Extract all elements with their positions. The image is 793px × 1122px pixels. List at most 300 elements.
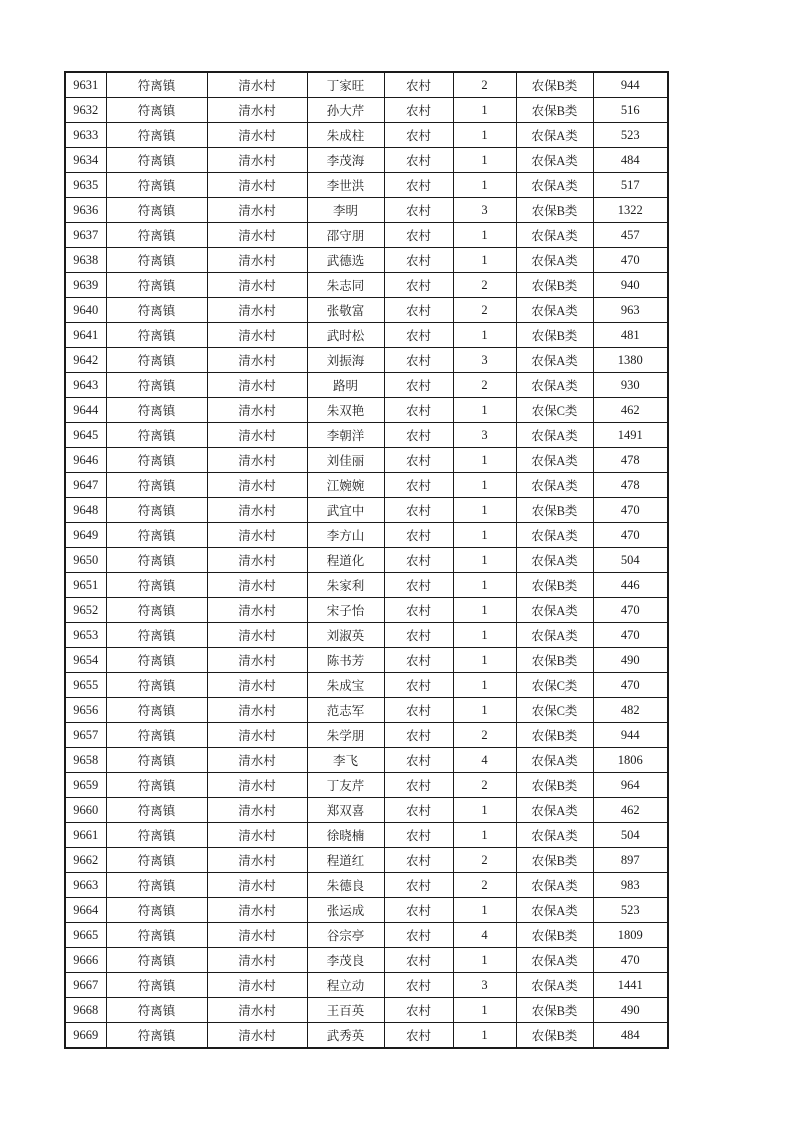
- cell-insurance-category: 农保B类: [516, 323, 593, 348]
- cell-insurance-category: 农保A类: [516, 898, 593, 923]
- table-row: [65, 798, 668, 823]
- cell-village: 清水村: [207, 748, 307, 773]
- cell-residence-type: 农村: [384, 423, 453, 448]
- cell-town: 符离镇: [106, 498, 207, 523]
- cell-insurance-category: 农保A类: [516, 823, 593, 848]
- cell-amount: 523: [593, 123, 668, 148]
- cell-residence-type: 农村: [384, 623, 453, 648]
- cell-serial-number: 9642: [65, 348, 106, 373]
- cell-amount: 462: [593, 798, 668, 823]
- cell-person-count: 1: [453, 1023, 516, 1049]
- cell-person-count: 1: [453, 698, 516, 723]
- cell-village: 清水村: [207, 398, 307, 423]
- cell-amount: 944: [593, 723, 668, 748]
- cell-residence-type: 农村: [384, 148, 453, 173]
- cell-town: 符离镇: [106, 648, 207, 673]
- cell-serial-number: 9656: [65, 698, 106, 723]
- cell-village: 清水村: [207, 473, 307, 498]
- cell-residence-type: 农村: [384, 523, 453, 548]
- cell-amount: 470: [593, 498, 668, 523]
- cell-village: 清水村: [207, 323, 307, 348]
- cell-residence-type: 农村: [384, 998, 453, 1023]
- cell-insurance-category: 农保B类: [516, 923, 593, 948]
- cell-residence-type: 农村: [384, 173, 453, 198]
- cell-person-name: 谷宗亭: [307, 923, 384, 948]
- cell-person-count: 1: [453, 798, 516, 823]
- cell-residence-type: 农村: [384, 223, 453, 248]
- cell-person-name: 宋子怡: [307, 598, 384, 623]
- cell-town: 符离镇: [106, 548, 207, 573]
- table-row: [65, 698, 668, 723]
- cell-serial-number: 9668: [65, 998, 106, 1023]
- cell-town: 符离镇: [106, 623, 207, 648]
- cell-person-name: 朱成柱: [307, 123, 384, 148]
- cell-person-name: 邵守朋: [307, 223, 384, 248]
- cell-person-name: 程立动: [307, 973, 384, 998]
- table-row: [65, 848, 668, 873]
- cell-town: 符离镇: [106, 748, 207, 773]
- cell-serial-number: 9639: [65, 273, 106, 298]
- table-row: [65, 373, 668, 398]
- cell-serial-number: 9650: [65, 548, 106, 573]
- cell-insurance-category: 农保C类: [516, 398, 593, 423]
- cell-town: 符离镇: [106, 123, 207, 148]
- cell-person-count: 1: [453, 523, 516, 548]
- cell-amount: 470: [593, 523, 668, 548]
- table-row: [65, 648, 668, 673]
- table-row: [65, 198, 668, 223]
- cell-person-count: 1: [453, 548, 516, 573]
- cell-town: 符离镇: [106, 248, 207, 273]
- cell-amount: 1809: [593, 923, 668, 948]
- cell-amount: 482: [593, 698, 668, 723]
- table-row: [65, 72, 668, 98]
- cell-serial-number: 9636: [65, 198, 106, 223]
- cell-town: 符离镇: [106, 273, 207, 298]
- cell-town: 符离镇: [106, 348, 207, 373]
- cell-amount: 481: [593, 323, 668, 348]
- cell-person-name: 朱成宝: [307, 673, 384, 698]
- cell-serial-number: 9635: [65, 173, 106, 198]
- cell-amount: 963: [593, 298, 668, 323]
- table-row: [65, 298, 668, 323]
- cell-village: 清水村: [207, 798, 307, 823]
- cell-person-count: 1: [453, 148, 516, 173]
- cell-person-name: 张运成: [307, 898, 384, 923]
- cell-village: 清水村: [207, 598, 307, 623]
- cell-person-name: 李茂海: [307, 148, 384, 173]
- cell-person-count: 1: [453, 248, 516, 273]
- cell-serial-number: 9649: [65, 523, 106, 548]
- cell-insurance-category: 农保A类: [516, 348, 593, 373]
- cell-town: 符离镇: [106, 598, 207, 623]
- table-row: [65, 823, 668, 848]
- cell-person-name: 程道红: [307, 848, 384, 873]
- cell-residence-type: 农村: [384, 923, 453, 948]
- cell-amount: 457: [593, 223, 668, 248]
- cell-person-count: 1: [453, 498, 516, 523]
- cell-person-count: 3: [453, 973, 516, 998]
- cell-insurance-category: 农保A类: [516, 623, 593, 648]
- cell-village: 清水村: [207, 248, 307, 273]
- cell-person-name: 朱家利: [307, 573, 384, 598]
- cell-person-name: 朱双艳: [307, 398, 384, 423]
- cell-person-name: 丁友芹: [307, 773, 384, 798]
- cell-residence-type: 农村: [384, 748, 453, 773]
- cell-insurance-category: 农保A类: [516, 798, 593, 823]
- cell-person-name: 王百英: [307, 998, 384, 1023]
- roster-table: [64, 71, 669, 1049]
- cell-serial-number: 9646: [65, 448, 106, 473]
- table-row: [65, 173, 668, 198]
- cell-amount: 940: [593, 273, 668, 298]
- cell-serial-number: 9666: [65, 948, 106, 973]
- cell-town: 符离镇: [106, 323, 207, 348]
- cell-person-name: 李茂良: [307, 948, 384, 973]
- cell-village: 清水村: [207, 623, 307, 648]
- cell-person-name: 武德选: [307, 248, 384, 273]
- cell-town: 符离镇: [106, 973, 207, 998]
- cell-amount: 516: [593, 98, 668, 123]
- cell-town: 符离镇: [106, 72, 207, 98]
- cell-insurance-category: 农保A类: [516, 948, 593, 973]
- cell-village: 清水村: [207, 498, 307, 523]
- cell-residence-type: 农村: [384, 398, 453, 423]
- cell-village: 清水村: [207, 998, 307, 1023]
- cell-person-count: 1: [453, 898, 516, 923]
- cell-residence-type: 农村: [384, 123, 453, 148]
- cell-insurance-category: 农保B类: [516, 848, 593, 873]
- cell-person-count: 1: [453, 123, 516, 148]
- cell-village: 清水村: [207, 148, 307, 173]
- cell-insurance-category: 农保A类: [516, 548, 593, 573]
- cell-amount: 504: [593, 823, 668, 848]
- cell-town: 符离镇: [106, 848, 207, 873]
- cell-residence-type: 农村: [384, 873, 453, 898]
- cell-town: 符离镇: [106, 523, 207, 548]
- roster-table-body: [65, 72, 668, 1048]
- cell-person-name: 朱志同: [307, 273, 384, 298]
- table-row: [65, 123, 668, 148]
- cell-residence-type: 农村: [384, 373, 453, 398]
- cell-village: 清水村: [207, 573, 307, 598]
- cell-serial-number: 9651: [65, 573, 106, 598]
- cell-town: 符离镇: [106, 448, 207, 473]
- cell-serial-number: 9648: [65, 498, 106, 523]
- cell-insurance-category: 农保A类: [516, 473, 593, 498]
- cell-person-count: 2: [453, 773, 516, 798]
- cell-residence-type: 农村: [384, 973, 453, 998]
- cell-residence-type: 农村: [384, 498, 453, 523]
- cell-person-name: 刘淑英: [307, 623, 384, 648]
- cell-person-count: 1: [453, 948, 516, 973]
- cell-serial-number: 9653: [65, 623, 106, 648]
- cell-person-name: 郑双喜: [307, 798, 384, 823]
- cell-person-count: 1: [453, 173, 516, 198]
- cell-serial-number: 9640: [65, 298, 106, 323]
- cell-village: 清水村: [207, 423, 307, 448]
- cell-residence-type: 农村: [384, 98, 453, 123]
- cell-insurance-category: 农保A类: [516, 448, 593, 473]
- cell-amount: 462: [593, 398, 668, 423]
- cell-town: 符离镇: [106, 823, 207, 848]
- table-row: [65, 98, 668, 123]
- cell-village: 清水村: [207, 948, 307, 973]
- cell-serial-number: 9637: [65, 223, 106, 248]
- cell-serial-number: 9652: [65, 598, 106, 623]
- cell-village: 清水村: [207, 923, 307, 948]
- cell-person-count: 1: [453, 573, 516, 598]
- cell-town: 符离镇: [106, 98, 207, 123]
- table-row: [65, 348, 668, 373]
- cell-town: 符离镇: [106, 373, 207, 398]
- cell-person-count: 1: [453, 323, 516, 348]
- cell-village: 清水村: [207, 273, 307, 298]
- cell-person-name: 程道化: [307, 548, 384, 573]
- cell-person-name: 李明: [307, 198, 384, 223]
- cell-residence-type: 农村: [384, 823, 453, 848]
- cell-village: 清水村: [207, 848, 307, 873]
- cell-amount: 517: [593, 173, 668, 198]
- cell-residence-type: 农村: [384, 773, 453, 798]
- table-row: [65, 748, 668, 773]
- cell-residence-type: 农村: [384, 648, 453, 673]
- cell-amount: 1491: [593, 423, 668, 448]
- cell-residence-type: 农村: [384, 948, 453, 973]
- cell-town: 符离镇: [106, 473, 207, 498]
- cell-town: 符离镇: [106, 773, 207, 798]
- cell-insurance-category: 农保A类: [516, 248, 593, 273]
- cell-insurance-category: 农保B类: [516, 648, 593, 673]
- table-row: [65, 923, 668, 948]
- cell-amount: 490: [593, 648, 668, 673]
- cell-residence-type: 农村: [384, 348, 453, 373]
- cell-insurance-category: 农保A类: [516, 973, 593, 998]
- cell-serial-number: 9631: [65, 72, 106, 98]
- cell-town: 符离镇: [106, 723, 207, 748]
- table-row: [65, 1023, 668, 1049]
- table-row: [65, 948, 668, 973]
- cell-village: 清水村: [207, 673, 307, 698]
- cell-village: 清水村: [207, 1023, 307, 1049]
- cell-serial-number: 9638: [65, 248, 106, 273]
- cell-insurance-category: 农保B类: [516, 98, 593, 123]
- cell-insurance-category: 农保A类: [516, 423, 593, 448]
- cell-residence-type: 农村: [384, 248, 453, 273]
- table-row: [65, 148, 668, 173]
- cell-person-name: 徐晓楠: [307, 823, 384, 848]
- cell-serial-number: 9663: [65, 873, 106, 898]
- cell-person-count: 1: [453, 673, 516, 698]
- cell-town: 符离镇: [106, 898, 207, 923]
- cell-serial-number: 9644: [65, 398, 106, 423]
- cell-serial-number: 9667: [65, 973, 106, 998]
- cell-amount: 1322: [593, 198, 668, 223]
- cell-village: 清水村: [207, 348, 307, 373]
- cell-insurance-category: 农保C类: [516, 698, 593, 723]
- cell-person-count: 1: [453, 648, 516, 673]
- cell-person-count: 3: [453, 198, 516, 223]
- cell-village: 清水村: [207, 123, 307, 148]
- table-row: [65, 998, 668, 1023]
- cell-person-count: 1: [453, 623, 516, 648]
- cell-village: 清水村: [207, 548, 307, 573]
- cell-insurance-category: 农保B类: [516, 723, 593, 748]
- cell-residence-type: 农村: [384, 548, 453, 573]
- cell-person-count: 2: [453, 373, 516, 398]
- cell-person-count: 2: [453, 848, 516, 873]
- cell-person-name: 李方山: [307, 523, 384, 548]
- table-row: [65, 573, 668, 598]
- cell-amount: 504: [593, 548, 668, 573]
- cell-village: 清水村: [207, 698, 307, 723]
- cell-insurance-category: 农保B类: [516, 998, 593, 1023]
- cell-person-count: 1: [453, 98, 516, 123]
- cell-town: 符离镇: [106, 673, 207, 698]
- cell-serial-number: 9657: [65, 723, 106, 748]
- cell-town: 符离镇: [106, 998, 207, 1023]
- cell-residence-type: 农村: [384, 473, 453, 498]
- cell-residence-type: 农村: [384, 72, 453, 98]
- cell-person-name: 朱学朋: [307, 723, 384, 748]
- cell-person-count: 2: [453, 273, 516, 298]
- cell-person-name: 朱德良: [307, 873, 384, 898]
- cell-insurance-category: 农保B类: [516, 773, 593, 798]
- table-row: [65, 523, 668, 548]
- cell-village: 清水村: [207, 648, 307, 673]
- cell-person-count: 1: [453, 448, 516, 473]
- cell-insurance-category: 农保A类: [516, 748, 593, 773]
- cell-serial-number: 9655: [65, 673, 106, 698]
- cell-village: 清水村: [207, 523, 307, 548]
- cell-town: 符离镇: [106, 198, 207, 223]
- cell-amount: 523: [593, 898, 668, 923]
- cell-amount: 490: [593, 998, 668, 1023]
- cell-amount: 470: [593, 598, 668, 623]
- table-row: [65, 548, 668, 573]
- cell-amount: 964: [593, 773, 668, 798]
- table-row: [65, 473, 668, 498]
- cell-person-count: 2: [453, 873, 516, 898]
- cell-amount: 478: [593, 473, 668, 498]
- cell-person-count: 1: [453, 998, 516, 1023]
- cell-residence-type: 农村: [384, 573, 453, 598]
- cell-amount: 484: [593, 1023, 668, 1049]
- cell-person-count: 1: [453, 598, 516, 623]
- cell-insurance-category: 农保A类: [516, 123, 593, 148]
- cell-amount: 983: [593, 873, 668, 898]
- cell-person-count: 1: [453, 223, 516, 248]
- cell-serial-number: 9669: [65, 1023, 106, 1049]
- cell-serial-number: 9658: [65, 748, 106, 773]
- cell-serial-number: 9661: [65, 823, 106, 848]
- cell-amount: 470: [593, 948, 668, 973]
- cell-residence-type: 农村: [384, 1023, 453, 1049]
- cell-residence-type: 农村: [384, 723, 453, 748]
- cell-insurance-category: 农保A类: [516, 523, 593, 548]
- cell-residence-type: 农村: [384, 298, 453, 323]
- cell-insurance-category: 农保B类: [516, 498, 593, 523]
- cell-person-name: 张敬富: [307, 298, 384, 323]
- cell-person-name: 丁家旺: [307, 72, 384, 98]
- cell-residence-type: 农村: [384, 698, 453, 723]
- cell-amount: 944: [593, 72, 668, 98]
- table-row: [65, 898, 668, 923]
- cell-amount: 446: [593, 573, 668, 598]
- cell-person-name: 路明: [307, 373, 384, 398]
- cell-person-count: 4: [453, 923, 516, 948]
- cell-residence-type: 农村: [384, 598, 453, 623]
- table-row: [65, 723, 668, 748]
- cell-village: 清水村: [207, 198, 307, 223]
- cell-serial-number: 9641: [65, 323, 106, 348]
- table-row: [65, 598, 668, 623]
- table-row: [65, 973, 668, 998]
- cell-village: 清水村: [207, 873, 307, 898]
- cell-residence-type: 农村: [384, 448, 453, 473]
- table-row: [65, 423, 668, 448]
- cell-person-name: 刘佳丽: [307, 448, 384, 473]
- cell-person-count: 1: [453, 473, 516, 498]
- cell-person-count: 3: [453, 348, 516, 373]
- cell-person-count: 2: [453, 298, 516, 323]
- cell-town: 符离镇: [106, 948, 207, 973]
- cell-amount: 478: [593, 448, 668, 473]
- table-row: [65, 448, 668, 473]
- table-row: [65, 248, 668, 273]
- cell-residence-type: 农村: [384, 798, 453, 823]
- cell-person-count: 3: [453, 423, 516, 448]
- cell-insurance-category: 农保A类: [516, 873, 593, 898]
- cell-person-name: 武宜中: [307, 498, 384, 523]
- table-row: [65, 273, 668, 298]
- cell-serial-number: 9632: [65, 98, 106, 123]
- cell-town: 符离镇: [106, 1023, 207, 1049]
- cell-serial-number: 9659: [65, 773, 106, 798]
- cell-town: 符离镇: [106, 223, 207, 248]
- cell-amount: 1806: [593, 748, 668, 773]
- cell-amount: 484: [593, 148, 668, 173]
- cell-person-name: 陈书芳: [307, 648, 384, 673]
- cell-residence-type: 农村: [384, 273, 453, 298]
- cell-serial-number: 9662: [65, 848, 106, 873]
- cell-person-count: 4: [453, 748, 516, 773]
- cell-residence-type: 农村: [384, 898, 453, 923]
- cell-town: 符离镇: [106, 148, 207, 173]
- cell-serial-number: 9654: [65, 648, 106, 673]
- cell-amount: 470: [593, 248, 668, 273]
- cell-insurance-category: 农保B类: [516, 273, 593, 298]
- cell-amount: 1380: [593, 348, 668, 373]
- cell-person-name: 孙大芹: [307, 98, 384, 123]
- cell-amount: 930: [593, 373, 668, 398]
- table-row: [65, 873, 668, 898]
- cell-village: 清水村: [207, 173, 307, 198]
- cell-residence-type: 农村: [384, 198, 453, 223]
- cell-amount: 1441: [593, 973, 668, 998]
- cell-insurance-category: 农保A类: [516, 148, 593, 173]
- cell-person-count: 2: [453, 72, 516, 98]
- cell-serial-number: 9664: [65, 898, 106, 923]
- cell-insurance-category: 农保A类: [516, 173, 593, 198]
- cell-village: 清水村: [207, 223, 307, 248]
- cell-insurance-category: 农保A类: [516, 298, 593, 323]
- cell-serial-number: 9645: [65, 423, 106, 448]
- cell-insurance-category: 农保C类: [516, 673, 593, 698]
- table-row: [65, 773, 668, 798]
- cell-insurance-category: 农保B类: [516, 72, 593, 98]
- cell-person-name: 李飞: [307, 748, 384, 773]
